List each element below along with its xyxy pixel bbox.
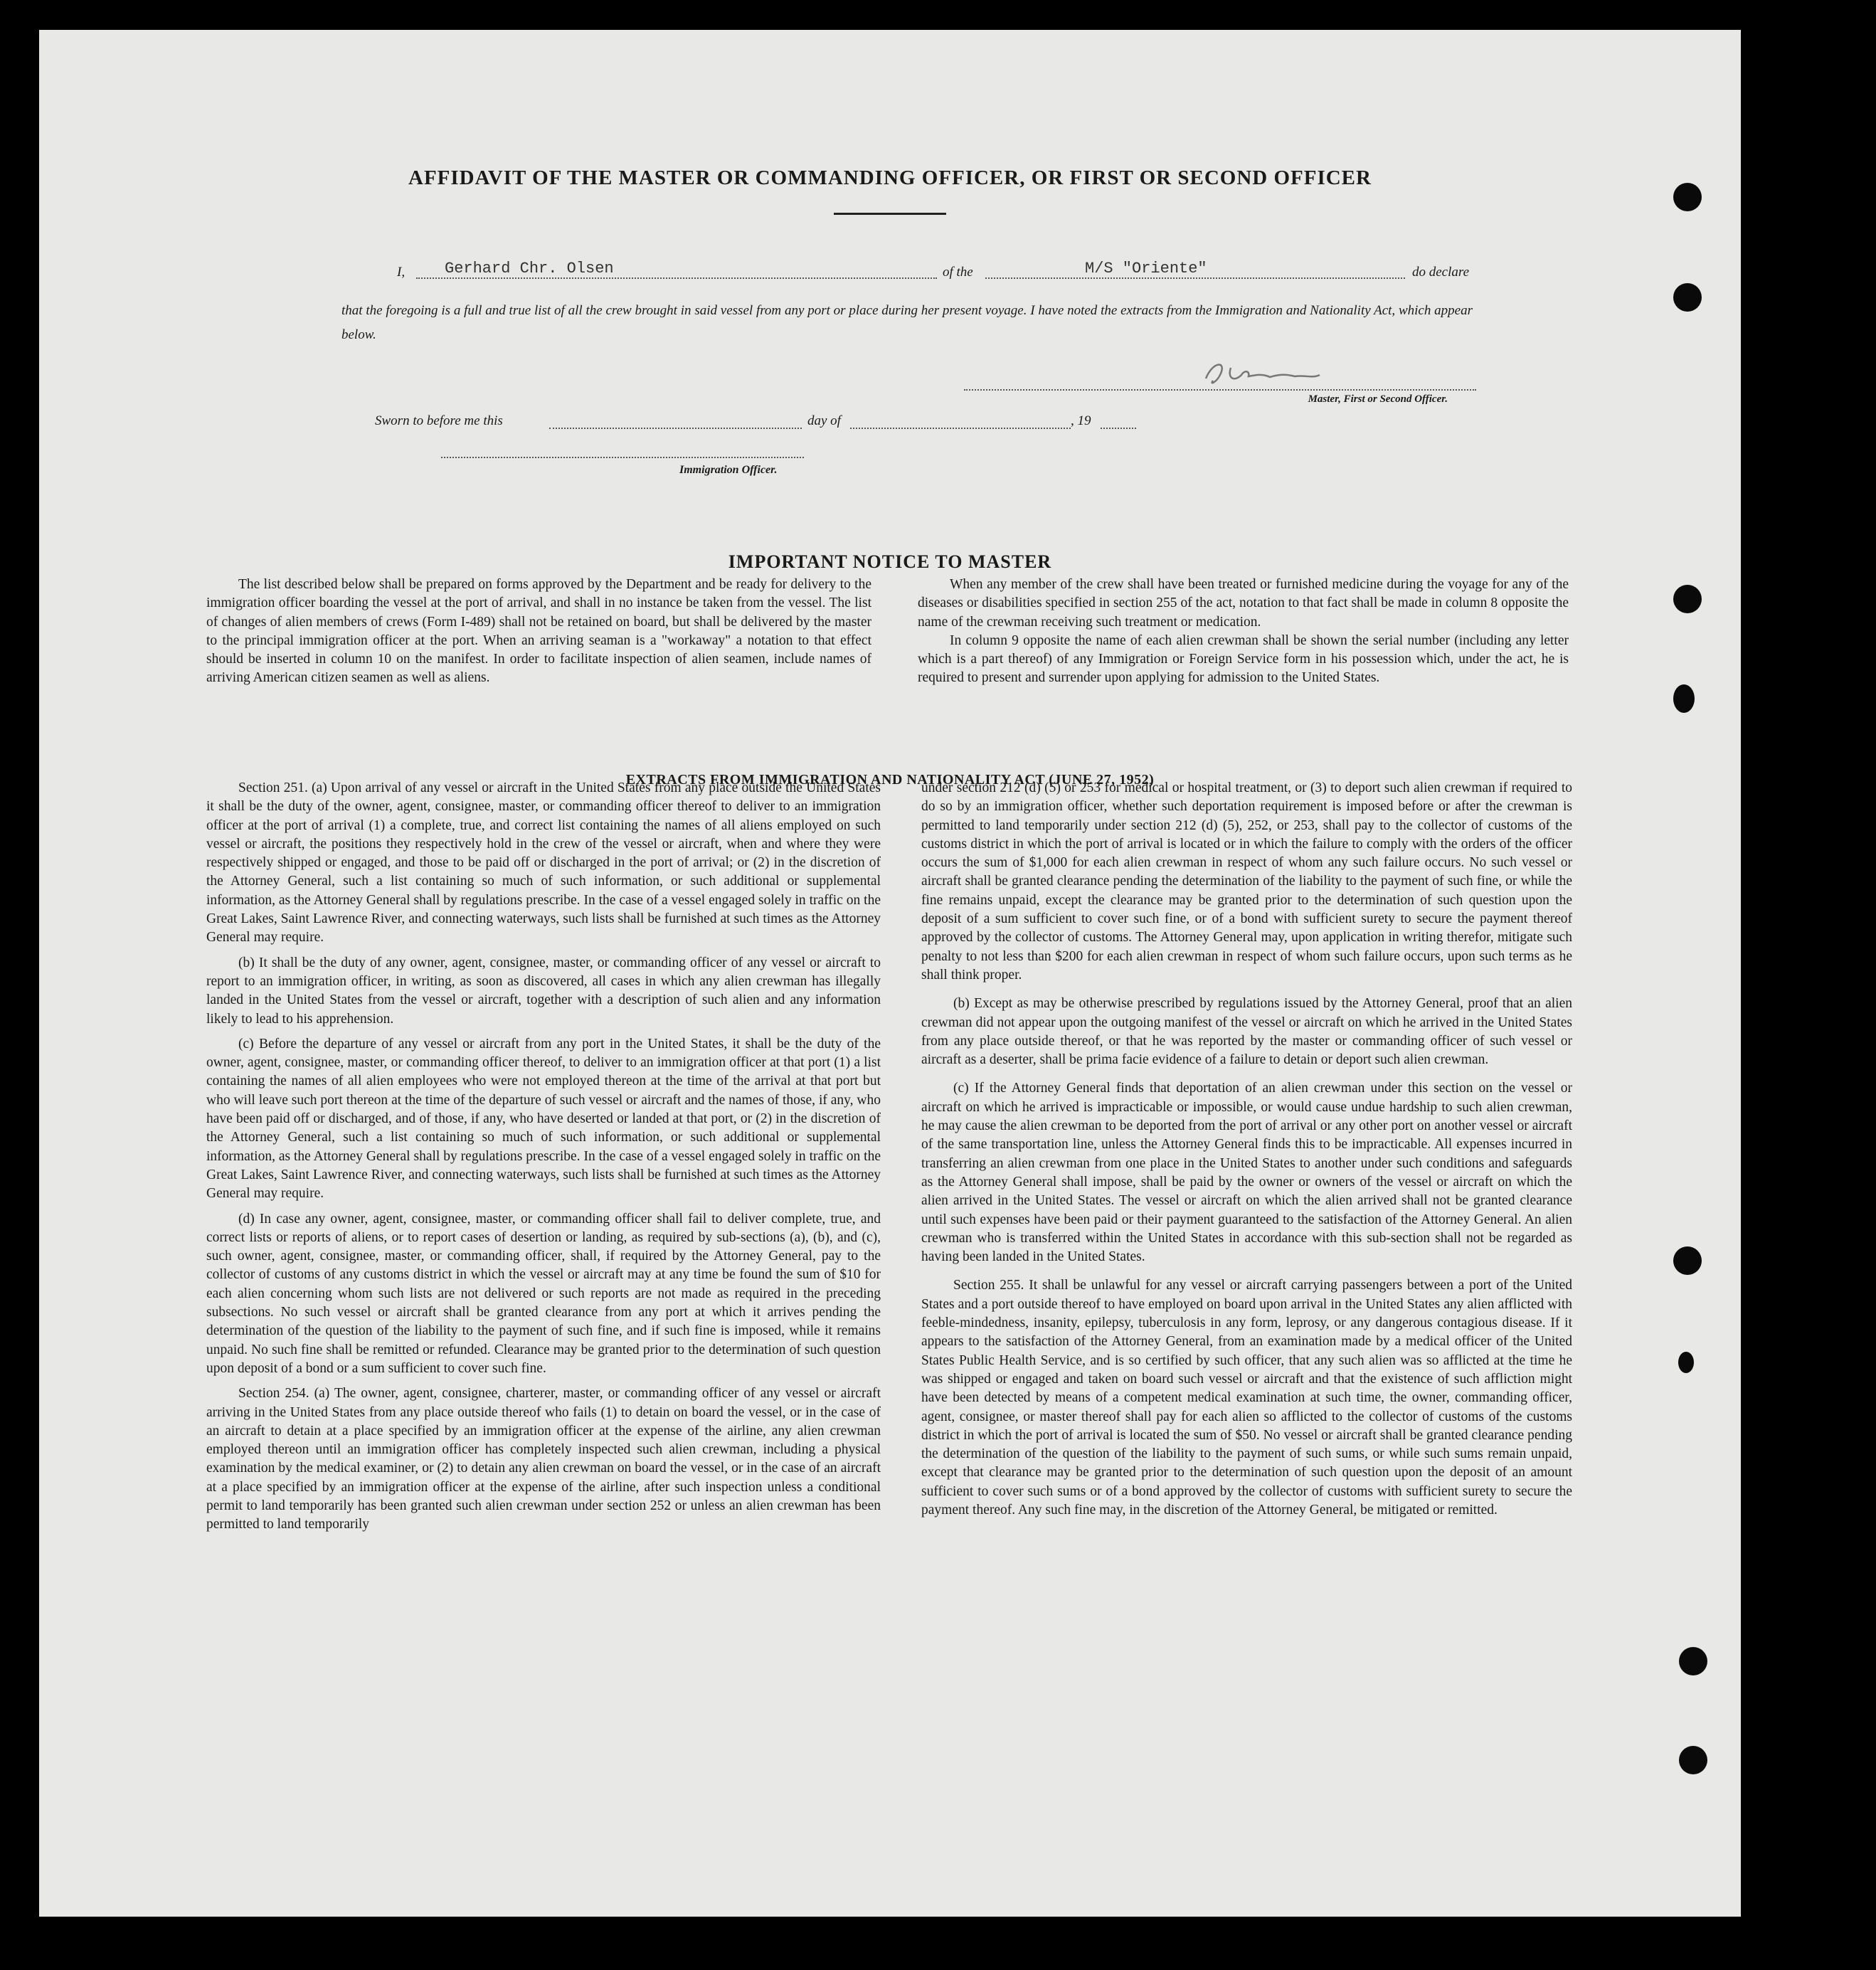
sworn-year-field[interactable] (1101, 408, 1136, 429)
binder-hole (1673, 283, 1702, 312)
binder-hole (1673, 1246, 1702, 1275)
extracts-title: EXTRACTS FROM IMMIGRATION AND NATIONALITY ACT (JUNE 27, 1952) (625, 772, 1155, 788)
master-name: Gerhard Chr. Olsen (445, 260, 614, 277)
sworn-month-field[interactable] (850, 408, 1071, 429)
section-254a: Section 254. (a) The owner, agent, consignee, charterer, master, or commanding officer of any vessel or aircraft arriving in the United States from any place outside thereof who fails (1) to detain on board the vessel, or in the case of an aircraft to detain at a place specified by an immigration officer at the expense of the airline, any alien crewman employed thereon until an immigration officer has completely inspected such alien crewman, including a physical examination by the medical examiner, or (2) to detain any alien crewman on board the vessel, or in the case of an aircraft at a place specified by an immigration officer at the expense of the airline, after such inspection unless a conditional permit to land temporarily has been granted such alien crewman under section 252 or unless an alien crewman has been permitted to land temporarily (206, 1386, 881, 1532)
of-the-label: of the (943, 265, 973, 280)
declaration-line (341, 258, 1473, 283)
name-field[interactable] (416, 258, 937, 279)
vessel-field[interactable] (985, 258, 1405, 279)
section-251d: (d) In case any owner, agent, consignee, master, or commanding officer shall fail to deliver complete, true, and correct lists or reports of aliens, or to report cases of desertion or landing, as required by sub-sections (a), (b), and (c), such owner, agent, consignee, master, or commanding officer, shall, if required by the Attorney General, pay to the collector of customs of any customs district in which the vessel or aircraft may at any time be found the sum of $10 for each alien concerning whom such lists are not delivered or such reports are not made as required in the preceding subsections. No such vessel or aircraft shall be granted clearance from any port at which it arrives pending the determination of the question of the liability to the payment of such fine, and if such fine is imposed, while it remains unpaid. No such fine shall be remitted or refunded. Clearance may be granted prior to the determination of such question upon deposit of a bond or a sum sufficient to cover such fine. (206, 1211, 881, 1376)
sworn-day-field[interactable] (549, 408, 802, 429)
section-254c: (c) If the Attorney General finds that deportation of an alien crewman under this section on the vessel or aircraft on which he arrived is impracticable or impossible, or would cause undue hardship to such alien crewman, he may cause the alien crewman to be deported from the port of arrival or any other port on another vessel or aircraft of the same transportation line, unless the Attorney General finds this to be impracticable. All expenses incurred in transferring an alien crewman from one place in the United States to another under such conditions and safeguards as the Attorney General shall impose, shall be paid by the owner or owners of the vessel or aircraft on which the alien arrived in the United States. The vessel or aircraft on which the alien arrived shall not be granted clearance until such expenses have been paid or their payment guaranteed to the satisfaction of the Attorney General. An alien crewman who is transferred within the United States in accordance with this sub-section shall not be regarded as having been landed in the United States. (921, 1081, 1572, 1265)
extracts-left-column (206, 779, 881, 1535)
binder-hole (1673, 684, 1695, 713)
day-of-label: day of (807, 413, 841, 428)
signature-area (964, 354, 1476, 414)
title-divider (834, 213, 946, 215)
notice-left-text: The list described below shall be prepared on forms approved by the Department and be ready for delivery to the immigration officer boarding the vessel at the port of arrival, and shall in no instance be taken from the vessel. The list of changes of alien members of crews (Form I-489) shall not be retained on board, but shall be delivered by the master to the principal immigration officer at the port. When an arriving seaman is a "workaway" a notation to that effect should be inserted in column 10 on the manifest. In order to facilitate inspection of alien seamen, include names of arriving American citizen seamen as well as aliens. (206, 577, 871, 686)
extracts-right-column (921, 779, 1572, 1526)
notice-right-text-2: In column 9 opposite the name of each alien crewman shall be shown the serial number (including any letter which is a part thereof) of any Immigration or Foreign Service form in his possession which, under the act, he is required to present and surrender upon applying for admission to the United States. (918, 632, 1569, 686)
binder-hole (1679, 1746, 1707, 1774)
section-254a-cont: under section 212 (d) (5) or 253 for medical or hospital treatment, or (3) to deport such alien crewman if required to do so by an immigration officer, whether such deportation requirement is imposed before or after the crewman is permitted to land temporarily under section 212 (d) (5), 252, or 253, shall pay to the collector of customs of the customs district in which the port of arrival is located or in which the failure to comply with the orders of the officer occurs the sum of $1,000 for each alien crewman in respect of whom any such failure occurs. No such vessel or aircraft shall be granted clearance pending the determination of the liability to the payment of such fine, or while the fine remains unpaid, except the clearance may be granted prior to the determination of such question upon the deposit of a sum sufficient to cover such fine, or of a bond with sufficient surety to secure the payment thereof approved by the collector of customs. The Attorney General may, upon application in writing therefor, mitigate such penalty to not less than $200 for each alien crewman in respect of whom such failure occurs, upon such terms as he shall think proper. (921, 780, 1572, 983)
section-251c: (c) Before the departure of any vessel or aircraft from any port in the United States, it shall be the duty of the owner, agent, consignee, master, or commanding officer thereof, to deliver to an immigration officer at that port (1) a list containing the names of all alien employees who were not employed thereon at the time of the arrival at that port but who will leave such port thereon at the time of the departure of such vessel or aircraft and the names of those, if any, who have been paid off or discharged, and of those, if any, who have deserted or landed at that port, or (2) in the discretion of the Attorney General, such a list containing so much of such information, or such additional or supplemental information, as the Attorney General shall by regulations prescribe. In the case of a vessel engaged solely in traffic on the Great Lakes, Saint Lawrence River, and connecting waterways, such lists shall be furnished at such times as the Attorney General may require. (206, 1036, 881, 1202)
form-page (39, 30, 1741, 1917)
do-declare-label: do declare (1412, 265, 1470, 280)
binder-hole (1678, 1352, 1694, 1373)
officer-signature-field[interactable] (441, 457, 804, 458)
notice-title: IMPORTANT NOTICE TO MASTER (728, 551, 1052, 572)
affidavit-title: AFFIDAVIT OF THE MASTER OR COMMANDING OFFICER, OR FIRST OR SECOND OFFICER (408, 166, 1372, 189)
year-label: , 19 (1071, 413, 1091, 428)
officer-label: Immigration Officer. (679, 464, 778, 476)
vessel-name: M/S "Oriente" (1085, 260, 1207, 277)
binder-hole (1679, 1647, 1707, 1675)
notice-right-text-1: When any member of the crew shall have been treated or furnished medicine during the voyage for any of the diseases or disabilities specified in section 255 of the act, notation to that fact shall be made in column 8 opposite the name of the crewman receiving such treatment or medication. (918, 577, 1569, 630)
notice-right-column (918, 576, 1569, 688)
section-254b: (b) Except as may be otherwise prescribed by regulations issued by the Attorney General, proof that an alien crewman did not appear upon the outgoing manifest of the vessel or aircraft on which he arrived in the United States from any place outside thereof, or that he was reported by the master or commanding officer of such vessel or aircraft as a deserter, shall be prima facie evidence of a failure to detain or deport such alien crewman. (921, 996, 1572, 1068)
sworn-label: Sworn to before me this (375, 413, 503, 428)
sworn-line (375, 411, 1193, 432)
section-251a: Section 251. (a) Upon arrival of any vessel or aircraft in the United States from any place outside the United States it shall be the duty of the owner, agent, consignee, master, or commanding officer thereof to deliver to an immigration officer at the port of arrival (1) a complete, true, and correct list containing the names of all aliens employed on such vessel or aircraft, the positions they respectively hold in the crew of the vessel or aircraft, when and where they were respectively shipped or engaged, and those to be paid off or discharged in the port of arrival; or (2) in the discretion of the Attorney General, such a list containing so much of such information, or such additional or supplemental information, as the Attorney General shall by regulations prescribe. In the case of a vessel engaged solely in traffic on the Great Lakes, Saint Lawrence River, and connecting waterways, such lists shall be furnished at such times as the Attorney General may require. (206, 780, 881, 946)
section-255: Section 255. It shall be unlawful for any vessel or aircraft carrying passengers between a port of the United States and a port outside thereof to have employed on board upon arrival in the United States any alien afflicted with feeble-mindedness, insanity, epilepsy, tuberculosis in any form, leprosy, or any dangerous contagious disease. If it appears to the satisfaction of the Attorney General, from an examination made by a medical officer of the United States Public Health Service, and is so certified by such officer, that any such alien was so afflicted at the time he was shipped or engaged and taken on board such vessel or aircraft and that the existence of such affliction might have been detected by means of a competent medical examination at such time, the owner, commanding officer, agent, consignee, or master thereof shall pay for each alien so afflicted to the collector of customs of the customs district in which the port of arrival is located the sum of $50. No vessel or aircraft shall be granted clearance pending the determination of the question of the liability to the payment of such sums, or while such sums remain unpaid, except that clearance may be granted prior to the determination of such question upon the deposit of an amount sufficient to cover such sums or of a bond approved by the collector of customs with sufficient surety to secure the payment thereof. Any such fine may, in the discretion of the Attorney General, be mitigated or remitted. (921, 1278, 1572, 1518)
declaration-statement: that the foregoing is a full and true list of all the crew brought in said vessel from any port or place during her present voyage. I have noted the extracts from the Immigration and Nationality Act, which appear below. (341, 303, 1473, 342)
notice-left-column (206, 576, 871, 688)
i-label: I, (397, 265, 406, 280)
section-251b: (b) It shall be the duty of any owner, agent, consignee, master, or commanding officer of any vessel or aircraft to report to an immigration officer, in writing, as soon as discovered, all cases in which any alien crewman has illegally landed in the United States from the vessel or aircraft, together with a description of such alien and any information likely to lead to his apprehension. (206, 955, 881, 1027)
binder-hole (1673, 585, 1702, 613)
signature-label: Master, First or Second Officer. (1308, 393, 1448, 405)
